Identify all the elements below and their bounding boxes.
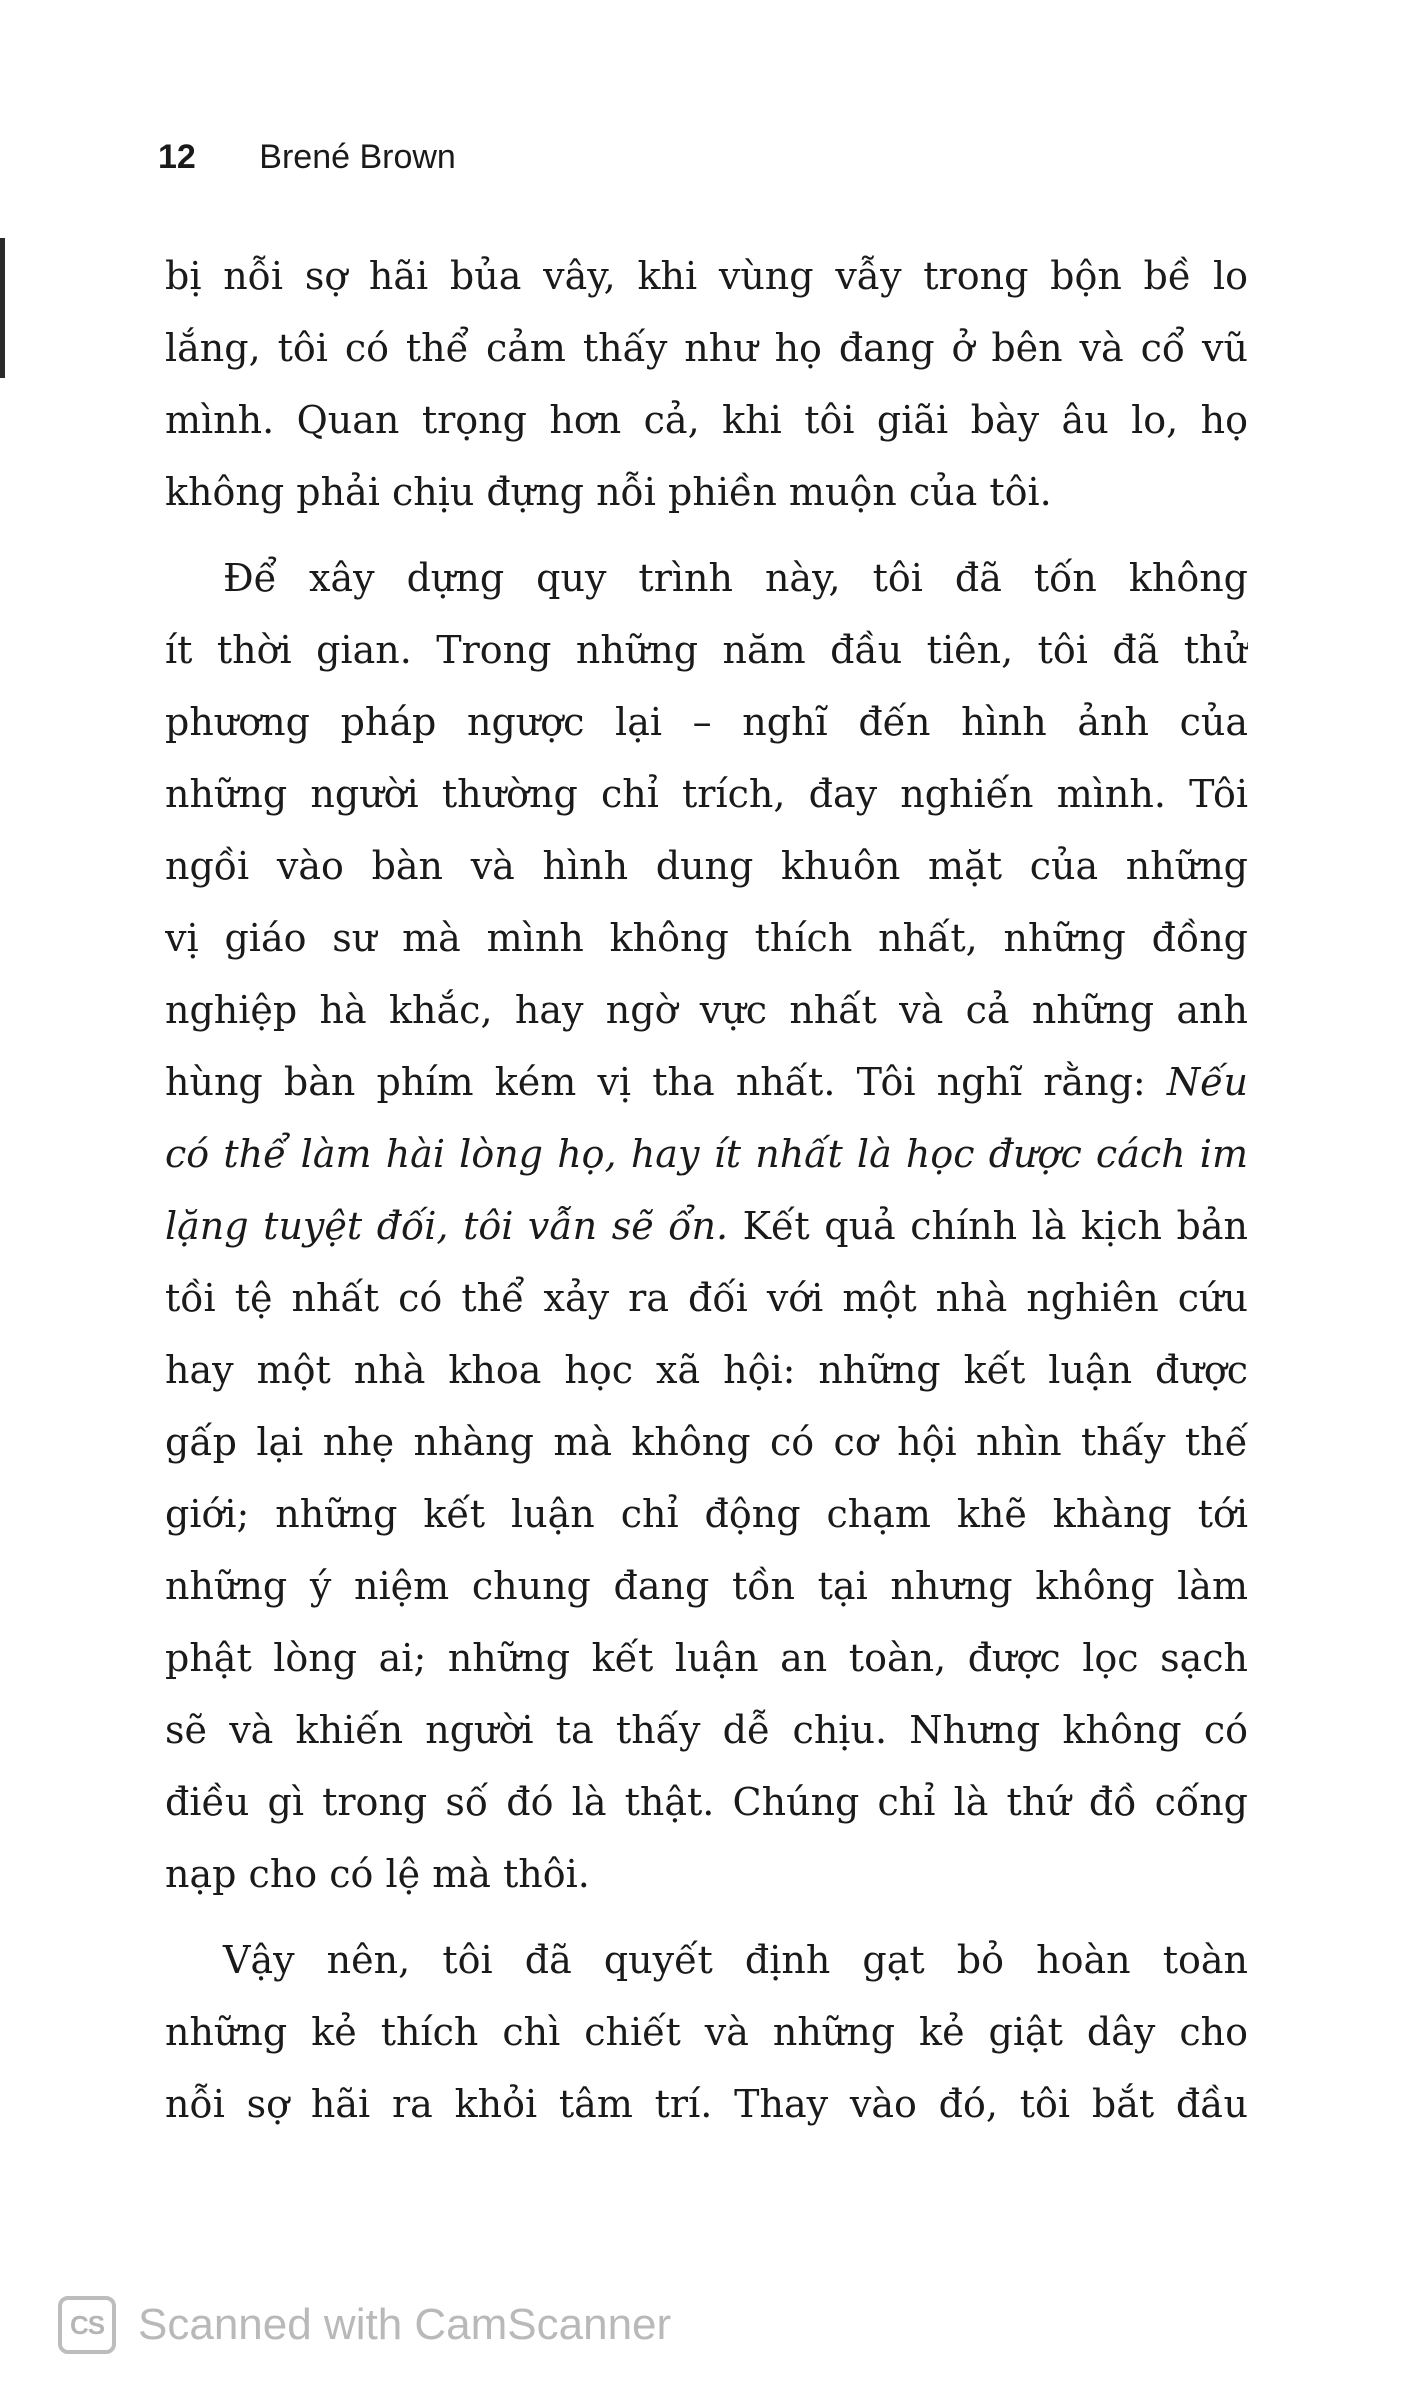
author-name: Brené Brown bbox=[259, 138, 456, 176]
italic-segment: Nếu bbox=[1166, 1060, 1248, 1104]
text-line: nạp cho có lệ mà thôi. bbox=[165, 1852, 590, 1896]
text-line: hay một nhà khoa học xã hội: những kết luận được bbox=[165, 1348, 1248, 1392]
text-line: phương pháp ngược lại – nghĩ đến hình ảnh của bbox=[165, 700, 1248, 744]
text-line bbox=[165, 1046, 1248, 1118]
camscanner-watermark bbox=[58, 2296, 671, 2354]
text-line: tồi tệ nhất có thể xảy ra đối với một nhà nghiên cứu bbox=[165, 1276, 1248, 1320]
text-line: bị nỗi sợ hãi bủa vây, khi vùng vẫy trong bộn bề lo bbox=[165, 254, 1248, 298]
text-line: Để xây dựng quy trình này, tôi đã tốn không bbox=[223, 556, 1248, 600]
text-line: vị giáo sư mà mình không thích nhất, những đồng bbox=[165, 916, 1248, 960]
paragraph-2 bbox=[165, 542, 1248, 1910]
paragraph-1 bbox=[165, 240, 1248, 528]
camscanner-logo-icon: CS bbox=[58, 2296, 116, 2354]
text-line: điều gì trong số đó là thật. Chúng chỉ là thứ đồ cống bbox=[165, 1780, 1248, 1824]
text-line: ngồi vào bàn và hình dung khuôn mặt của những bbox=[165, 844, 1248, 888]
text-segment: hùng bàn phím kém vị tha nhất. Tôi nghĩ rằng: bbox=[165, 1060, 1146, 1104]
text-line: những ý niệm chung đang tồn tại nhưng không làm bbox=[165, 1564, 1248, 1608]
text-line: nghiệp hà khắc, hay ngờ vực nhất và cả những anh bbox=[165, 988, 1248, 1032]
running-header bbox=[158, 138, 456, 177]
text-line: gấp lại nhẹ nhàng mà không có cơ hội nhìn thấy thế bbox=[165, 1420, 1248, 1464]
text-line: nỗi sợ hãi ra khỏi tâm trí. Thay vào đó, tôi bắt đầu bbox=[165, 2082, 1248, 2126]
page-body bbox=[165, 240, 1248, 2140]
text-line: giới; những kết luận chỉ động chạm khẽ khàng tới bbox=[165, 1492, 1248, 1536]
text-line: sẽ và khiến người ta thấy dễ chịu. Nhưng không có bbox=[165, 1708, 1248, 1752]
italic-segment: lặng tuyệt đối, tôi vẫn sẽ ổn. bbox=[165, 1204, 729, 1248]
page-number: 12 bbox=[158, 138, 196, 176]
watermark-text: Scanned with CamScanner bbox=[138, 2300, 672, 2349]
text-line bbox=[165, 1118, 1248, 1190]
text-line: Vậy nên, tôi đã quyết định gạt bỏ hoàn toàn bbox=[223, 1938, 1248, 1982]
text-segment: Kết quả chính là kịch bản bbox=[728, 1204, 1248, 1248]
text-line: ít thời gian. Trong những năm đầu tiên, tôi đã thử bbox=[165, 628, 1248, 672]
text-line bbox=[165, 1190, 1248, 1262]
text-line: những kẻ thích chì chiết và những kẻ giật dây cho bbox=[165, 2010, 1248, 2054]
text-line: lắng, tôi có thể cảm thấy như họ đang ở bên và cổ vũ bbox=[165, 326, 1248, 370]
scan-edge-mark bbox=[0, 238, 5, 378]
text-line: mình. Quan trọng hơn cả, khi tôi giãi bày âu lo, họ bbox=[165, 398, 1248, 442]
paragraph-3 bbox=[165, 1924, 1248, 2140]
italic-segment: có thể làm hài lòng họ, hay ít nhất là học được cách im bbox=[165, 1132, 1248, 1176]
text-line: những người thường chỉ trích, đay nghiến mình. Tôi bbox=[165, 772, 1248, 816]
text-line: không phải chịu đựng nỗi phiền muộn của tôi. bbox=[165, 470, 1052, 514]
text-line: phật lòng ai; những kết luận an toàn, được lọc sạch bbox=[165, 1636, 1248, 1680]
